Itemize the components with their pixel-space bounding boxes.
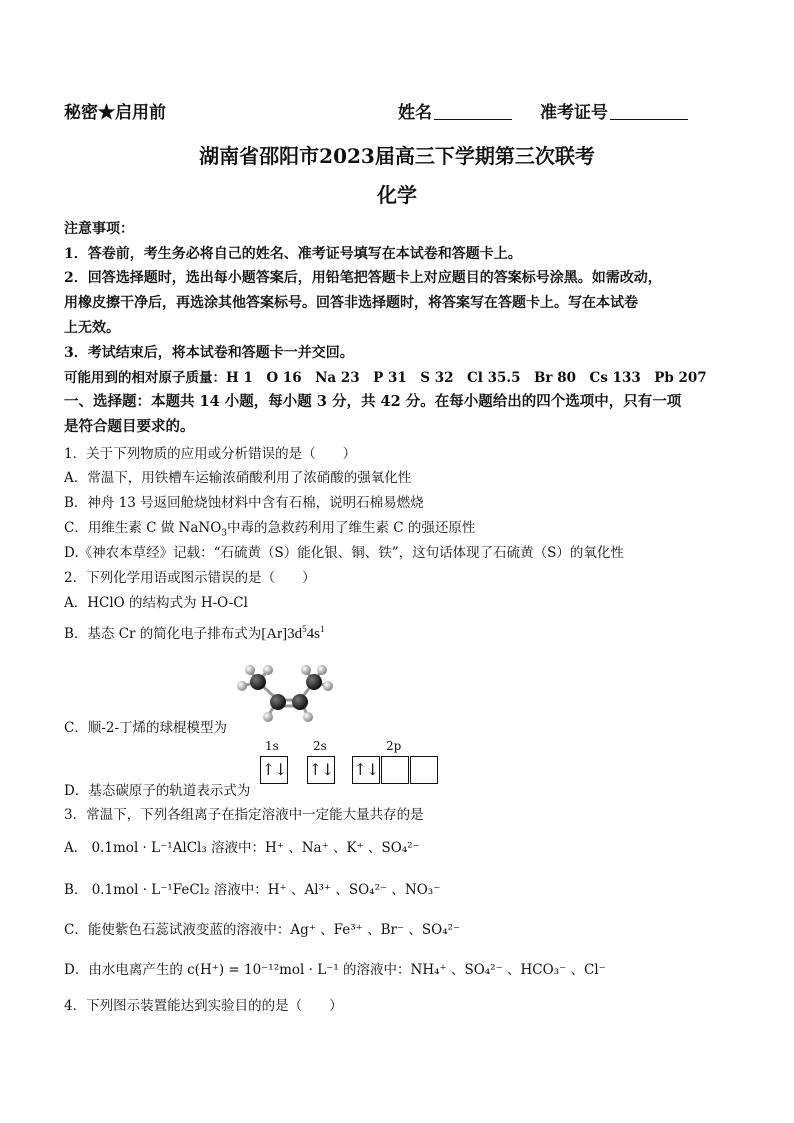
orbital-box-2p-3 [410, 756, 438, 784]
orbital-box-1s: ↑↓ [260, 756, 288, 784]
exam-number-blank[interactable] [610, 103, 688, 120]
q1-option-c-post: 中毒的急救药利用了维生素 C 的强还原性 [227, 520, 476, 536]
cr-electron-config [261, 626, 324, 642]
confidential-label: 秘密★启用前 [64, 103, 166, 123]
cr-config-4s: 4s [306, 626, 320, 642]
cr-config-core: [Ar]3d [261, 626, 303, 642]
cr-config-4s-count: 1 [319, 624, 325, 634]
orbital-box-2s: ↑↓ [307, 756, 335, 784]
note-1: 1．答卷前，考生务必将自己的姓名、准考证号填写在本试卷和答题卡上。 [64, 246, 522, 262]
cis-2-butene-ball-stick-model [228, 660, 338, 726]
q1-option-c [64, 516, 475, 539]
orbital-label-2s: 2s [313, 739, 327, 753]
q1-option-b: B．神舟 13 号返回舱烧蚀材料中含有石棉，说明石棉易燃烧 [64, 495, 424, 511]
note-2-line-1: 2．回答选择题时，选出每小题答案后，用铅笔把答题卡上对应题目的答案标号涂黑。如需改动， [64, 270, 662, 286]
q1-option-c-sub: 3 [221, 528, 228, 539]
q1-option-a: A．常温下，用铁槽车运输浓硝酸利用了浓硝酸的强氧化性 [64, 470, 412, 486]
section-1-instructions-line-1: 一、选择题：本题共 14 小题，每小题 3 分，共 42 分。在每小题给出的四个选项中，只有一项 [64, 393, 682, 410]
cr-config-3d-count: 5 [302, 624, 307, 634]
q4-stem: 4．下列图示装置能达到实验目的的是（ ） [64, 998, 343, 1014]
exam-title: 湖南省邵阳市2023届高三下学期第三次联考 [199, 144, 595, 168]
q1-option-c-pre: C．用维生素 C 做 NaNO [64, 520, 222, 536]
q2-option-c: C．顺-2-丁烯的球棍模型为 [64, 720, 228, 736]
q3-option-c: C．能使紫色石蕊试液变蓝的溶液中：Ag⁺ 、Fe³⁺ 、Br⁻ 、SO₄²⁻ [64, 922, 461, 938]
exam-number-field[interactable] [540, 98, 688, 123]
note-3: 3．考试结束后，将本试卷和答题卡一并交回。 [64, 345, 354, 361]
q2-option-b [64, 622, 324, 643]
q3-option-d: D．由水电离产生的 c(H⁺) = 10⁻¹²mol · L⁻¹ 的溶液中：NH₄⁺ 、SO₄²⁻ 、HCO₃⁻ 、Cl⁻ [64, 962, 606, 978]
q3-option-b: B． 0.1mol · L⁻¹FeCl₂ 溶液中：H⁺ 、Al³⁺ 、SO₄²⁻ 、NO₃⁻ [64, 882, 441, 898]
subject-title: 化学 [377, 183, 417, 207]
notes-heading: 注意事项： [64, 221, 134, 237]
q2-option-a: A．HClO 的结构式为 H-O-Cl [64, 595, 248, 611]
orbital-box-2p-1: ↑↓ [352, 756, 380, 784]
orbital-box-2p-2 [381, 756, 409, 784]
q2-option-d: D．基态碳原子的轨道表示式为 [64, 783, 251, 799]
atomic-masses: 可能用到的相对原子质量：H 1 O 16 Na 23 P 31 S 32 Cl 35.5 Br 80 Cs 133 Pb 207 [64, 370, 707, 386]
section-1-instructions-line-2: 是符合题目要求的。 [64, 418, 195, 435]
q2-option-b-text: B．基态 Cr 的简化电子排布式为 [64, 626, 262, 642]
note-2-line-2: 用橡皮擦干净后，再选涂其他答案标号。回答非选择题时，将答案写在答题卡上。写在本试卷 [64, 295, 638, 311]
name-field[interactable] [398, 98, 512, 123]
note-2-line-3: 上无效。 [64, 320, 120, 336]
orbital-label-2p: 2p [386, 739, 402, 753]
q1-stem: 1．关于下列物质的应用或分析错误的是（ ） [64, 446, 357, 462]
exam-number-label: 准考证号 [540, 103, 608, 123]
q3-stem: 3．常温下，下列各组离子在指定溶液中一定能大量共存的是 [64, 807, 424, 823]
name-label: 姓名 [398, 103, 432, 123]
name-blank[interactable] [434, 103, 512, 120]
q1-option-d: D.《神农本草经》记载：“石硫黄（S）能化银、铜、铁”，这句话体现了石硫黄（S）的氧化性 [64, 545, 624, 561]
orbital-label-1s: 1s [265, 739, 279, 753]
q3-option-a: A． 0.1mol · L⁻¹AlCl₃ 溶液中：H⁺ 、Na⁺ 、K⁺ 、SO₄²⁻ [64, 840, 420, 856]
q2-stem: 2．下列化学用语或图示错误的是（ ） [64, 570, 316, 586]
